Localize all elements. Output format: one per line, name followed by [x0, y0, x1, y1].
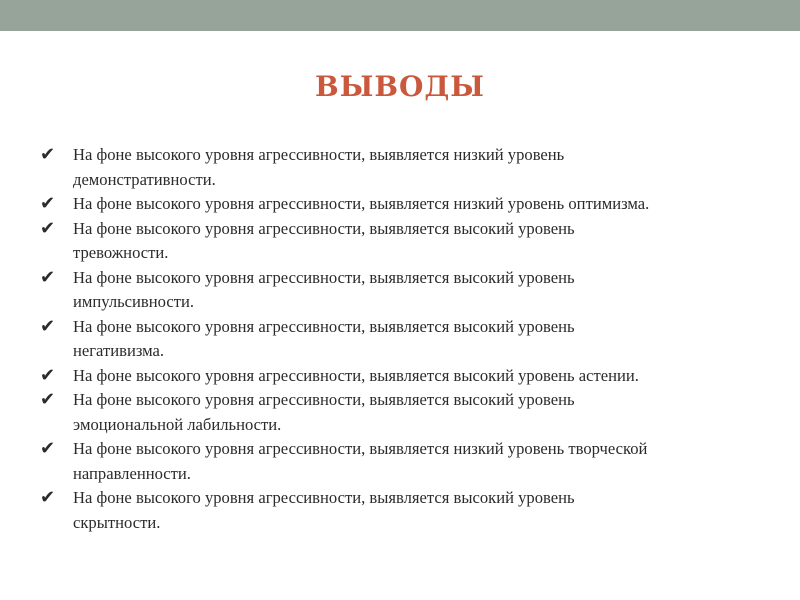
check-mark-icon: ✔ [40, 217, 56, 239]
check-mark-icon: ✔ [40, 144, 56, 165]
item-line: скрытности. [73, 512, 161, 532]
item-line: демонстративности. [73, 169, 216, 189]
check-mark-icon: ✔ [40, 193, 56, 214]
item-line: На фоне высокого уровня агрессивности, выявляется высокий уровень [73, 218, 575, 238]
list-item [40, 437, 780, 486]
item-line: На фоне высокого уровня агрессивности, выявляется высокий уровень [73, 488, 575, 507]
item-line: На фоне высокого уровня агрессивности, выявляется высокий уровень астении. [73, 365, 639, 385]
top-bar [0, 0, 800, 31]
item-line: На фоне высокого уровня агрессивности, выявляется низкий уровень творческой [73, 439, 648, 458]
item-line: импульсивности. [73, 292, 194, 311]
item-line: На фоне высокого уровня агрессивности, выявляется низкий уровень [73, 145, 565, 164]
item-line: На фоне высокого уровня агрессивности, выявляется высокий уровень [73, 267, 575, 287]
list-item [40, 486, 780, 535]
check-mark-icon: ✔ [40, 438, 56, 459]
list-item [40, 315, 780, 364]
item-line: На фоне высокого уровня агрессивности, выявляется высокий уровень [73, 390, 575, 409]
item-line: негативизма. [73, 341, 165, 360]
item-line: тревожности. [73, 243, 169, 262]
check-mark-icon: ✔ [40, 389, 56, 410]
check-mark-icon: ✔ [40, 487, 56, 508]
item-line: На фоне высокого уровня агрессивности, выявляется низкий уровень оптимизма. [73, 194, 650, 213]
check-mark-icon: ✔ [40, 266, 56, 288]
list-item [40, 388, 780, 437]
list-item [40, 143, 780, 192]
list-item [40, 217, 780, 266]
slide-title: ВЫВОДЫ [315, 70, 485, 103]
item-line: направленности. [73, 463, 191, 483]
list-item [40, 192, 780, 217]
list-item [40, 364, 780, 389]
item-line: эмоциональной лабильности. [73, 414, 282, 434]
check-mark-icon: ✔ [40, 364, 56, 386]
check-mark-icon: ✔ [40, 315, 56, 337]
list-item [40, 266, 780, 315]
conclusions-list [40, 143, 780, 535]
item-line: На фоне высокого уровня агрессивности, выявляется высокий уровень [73, 316, 575, 336]
